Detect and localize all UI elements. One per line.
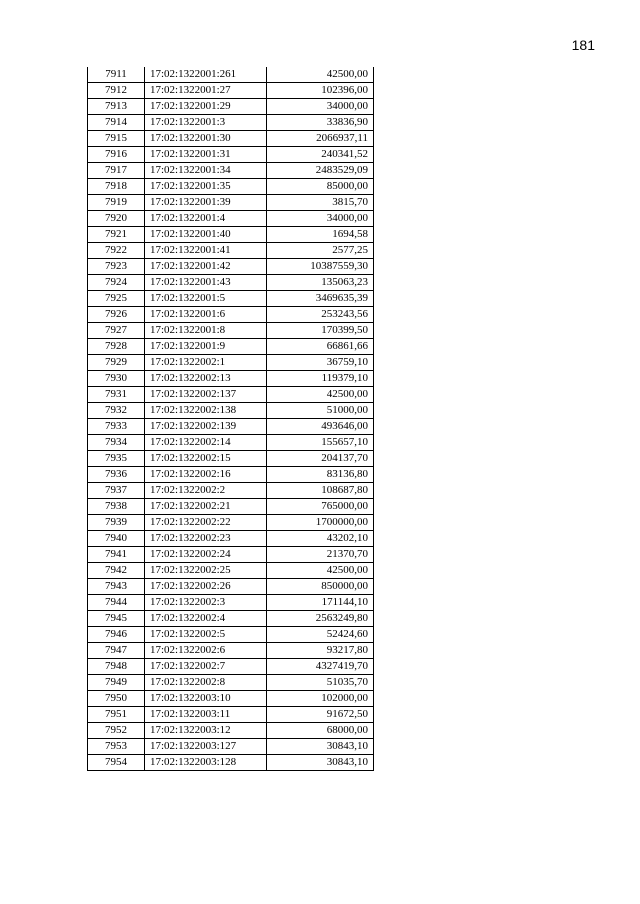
table-row — [88, 83, 374, 99]
cadastral-value-cell: 765000,00 — [267, 499, 374, 515]
table-row — [88, 403, 374, 419]
cadastral-value-cell: 51000,00 — [267, 403, 374, 419]
row-number-cell: 7929 — [88, 355, 145, 371]
table-row — [88, 563, 374, 579]
cadastral-value-cell: 3815,70 — [267, 195, 374, 211]
row-number-cell: 7912 — [88, 83, 145, 99]
cadastral-number-cell: 17:02:1322001:4 — [145, 211, 267, 227]
row-number-cell: 7913 — [88, 99, 145, 115]
cadastral-value-cell: 85000,00 — [267, 179, 374, 195]
row-number-cell: 7918 — [88, 179, 145, 195]
row-number-cell: 7939 — [88, 515, 145, 531]
cadastral-number-cell: 17:02:1322001:35 — [145, 179, 267, 195]
row-number-cell: 7926 — [88, 307, 145, 323]
row-number-cell: 7952 — [88, 723, 145, 739]
cadastral-number-cell: 17:02:1322001:30 — [145, 131, 267, 147]
table-row — [88, 291, 374, 307]
cadastral-value-cell: 2563249,80 — [267, 611, 374, 627]
table-row — [88, 531, 374, 547]
cadastral-value-cell: 170399,50 — [267, 323, 374, 339]
cadastral-number-cell: 17:02:1322002:26 — [145, 579, 267, 595]
table-row — [88, 179, 374, 195]
cadastral-value-cell: 93217,80 — [267, 643, 374, 659]
cadastral-number-cell: 17:02:1322001:39 — [145, 195, 267, 211]
cadastral-value-cell: 91672,50 — [267, 707, 374, 723]
cadastral-value-cell: 253243,56 — [267, 307, 374, 323]
cadastral-number-cell: 17:02:1322003:128 — [145, 755, 267, 771]
cadastral-number-cell: 17:02:1322001:43 — [145, 275, 267, 291]
table-row — [88, 323, 374, 339]
row-number-cell: 7950 — [88, 691, 145, 707]
cadastral-value-cell: 493646,00 — [267, 419, 374, 435]
cadastral-value-cell: 83136,80 — [267, 467, 374, 483]
cadastral-value-cell: 36759,10 — [267, 355, 374, 371]
row-number-cell: 7922 — [88, 243, 145, 259]
row-number-cell: 7927 — [88, 323, 145, 339]
row-number-cell: 7951 — [88, 707, 145, 723]
cadastral-number-cell: 17:02:1322002:137 — [145, 387, 267, 403]
table-row — [88, 707, 374, 723]
cadastral-value-cell: 102396,00 — [267, 83, 374, 99]
table-row — [88, 355, 374, 371]
cadastral-value-cell: 102000,00 — [267, 691, 374, 707]
table-row — [88, 499, 374, 515]
cadastral-number-cell: 17:02:1322002:138 — [145, 403, 267, 419]
cadastral-number-cell: 17:02:1322003:11 — [145, 707, 267, 723]
table-row — [88, 643, 374, 659]
row-number-cell: 7937 — [88, 483, 145, 499]
table-row — [88, 435, 374, 451]
row-number-cell: 7923 — [88, 259, 145, 275]
cadastral-value-cell: 43202,10 — [267, 531, 374, 547]
cadastral-value-cell: 34000,00 — [267, 99, 374, 115]
cadastral-number-cell: 17:02:1322002:3 — [145, 595, 267, 611]
row-number-cell: 7944 — [88, 595, 145, 611]
table-body — [88, 67, 374, 771]
row-number-cell: 7921 — [88, 227, 145, 243]
table-row — [88, 339, 374, 355]
table-row — [88, 371, 374, 387]
cadastral-number-cell: 17:02:1322001:29 — [145, 99, 267, 115]
table-row — [88, 259, 374, 275]
cadastral-value-cell: 2577,25 — [267, 243, 374, 259]
row-number-cell: 7934 — [88, 435, 145, 451]
cadastral-number-cell: 17:02:1322002:4 — [145, 611, 267, 627]
table-row — [88, 243, 374, 259]
table-row — [88, 659, 374, 675]
cadastral-number-cell: 17:02:1322002:15 — [145, 451, 267, 467]
row-number-cell: 7941 — [88, 547, 145, 563]
cadastral-value-cell: 21370,70 — [267, 547, 374, 563]
cadastral-value-cell: 1700000,00 — [267, 515, 374, 531]
cadastral-number-cell: 17:02:1322001:3 — [145, 115, 267, 131]
cadastral-number-cell: 17:02:1322001:6 — [145, 307, 267, 323]
cadastral-value-cell: 171144,10 — [267, 595, 374, 611]
cadastral-number-cell: 17:02:1322001:34 — [145, 163, 267, 179]
row-number-cell: 7917 — [88, 163, 145, 179]
cadastral-number-cell: 17:02:1322002:6 — [145, 643, 267, 659]
cadastral-number-cell: 17:02:1322003:10 — [145, 691, 267, 707]
cadastral-value-cell: 108687,80 — [267, 483, 374, 499]
row-number-cell: 7930 — [88, 371, 145, 387]
table-row — [88, 451, 374, 467]
row-number-cell: 7931 — [88, 387, 145, 403]
cadastral-number-cell: 17:02:1322002:14 — [145, 435, 267, 451]
cadastral-number-cell: 17:02:1322002:22 — [145, 515, 267, 531]
cadastral-value-cell: 119379,10 — [267, 371, 374, 387]
cadastral-number-cell: 17:02:1322002:16 — [145, 467, 267, 483]
cadastral-number-cell: 17:02:1322001:9 — [145, 339, 267, 355]
row-number-cell: 7916 — [88, 147, 145, 163]
cadastral-number-cell: 17:02:1322002:1 — [145, 355, 267, 371]
table-row — [88, 467, 374, 483]
cadastral-value-cell: 10387559,30 — [267, 259, 374, 275]
cadastral-value-cell: 2483529,09 — [267, 163, 374, 179]
table-row — [88, 115, 374, 131]
row-number-cell: 7919 — [88, 195, 145, 211]
table-row — [88, 67, 374, 83]
cadastral-number-cell: 17:02:1322002:24 — [145, 547, 267, 563]
table-row — [88, 211, 374, 227]
cadastral-number-cell: 17:02:1322002:5 — [145, 627, 267, 643]
table-row — [88, 595, 374, 611]
table-row — [88, 611, 374, 627]
cadastral-value-cell: 51035,70 — [267, 675, 374, 691]
cadastral-number-cell: 17:02:1322002:8 — [145, 675, 267, 691]
row-number-cell: 7949 — [88, 675, 145, 691]
table-row — [88, 99, 374, 115]
table-row — [88, 387, 374, 403]
cadastral-number-cell: 17:02:1322002:2 — [145, 483, 267, 499]
table-row — [88, 195, 374, 211]
row-number-cell: 7947 — [88, 643, 145, 659]
cadastral-value-cell: 3469635,39 — [267, 291, 374, 307]
cadastral-number-cell: 17:02:1322002:21 — [145, 499, 267, 515]
table-row — [88, 307, 374, 323]
cadastral-value-cell: 1694,58 — [267, 227, 374, 243]
cadastral-number-cell: 17:02:1322003:127 — [145, 739, 267, 755]
table-row — [88, 691, 374, 707]
table-row — [88, 147, 374, 163]
row-number-cell: 7943 — [88, 579, 145, 595]
cadastral-value-cell: 850000,00 — [267, 579, 374, 595]
cadastral-value-cell: 68000,00 — [267, 723, 374, 739]
row-number-cell: 7932 — [88, 403, 145, 419]
row-number-cell: 7920 — [88, 211, 145, 227]
table-row — [88, 515, 374, 531]
cadastral-value-cell: 30843,10 — [267, 755, 374, 771]
row-number-cell: 7935 — [88, 451, 145, 467]
table-row — [88, 579, 374, 595]
cadastral-number-cell: 17:02:1322002:139 — [145, 419, 267, 435]
page-number: 181 — [571, 37, 595, 53]
cadastral-value-cell: 30843,10 — [267, 739, 374, 755]
cadastral-number-cell: 17:02:1322002:23 — [145, 531, 267, 547]
cadastral-number-cell: 17:02:1322001:41 — [145, 243, 267, 259]
table-row — [88, 755, 374, 771]
table-row — [88, 675, 374, 691]
cadastral-value-cell: 33836,90 — [267, 115, 374, 131]
cadastral-value-cell: 4327419,70 — [267, 659, 374, 675]
table-row — [88, 163, 374, 179]
row-number-cell: 7953 — [88, 739, 145, 755]
row-number-cell: 7948 — [88, 659, 145, 675]
cadastral-number-cell: 17:02:1322001:8 — [145, 323, 267, 339]
cadastral-value-cell: 66861,66 — [267, 339, 374, 355]
cadastral-value-cell: 42500,00 — [267, 67, 374, 83]
row-number-cell: 7933 — [88, 419, 145, 435]
cadastral-number-cell: 17:02:1322001:5 — [145, 291, 267, 307]
cadastral-number-cell: 17:02:1322002:7 — [145, 659, 267, 675]
row-number-cell: 7914 — [88, 115, 145, 131]
cadastral-value-cell: 42500,00 — [267, 563, 374, 579]
row-number-cell: 7946 — [88, 627, 145, 643]
cadastral-value-cell: 204137,70 — [267, 451, 374, 467]
table-row — [88, 627, 374, 643]
table-row — [88, 483, 374, 499]
cadastral-value-cell: 52424,60 — [267, 627, 374, 643]
row-number-cell: 7954 — [88, 755, 145, 771]
cadastral-number-cell: 17:02:1322001:31 — [145, 147, 267, 163]
cadastral-value-cell: 42500,00 — [267, 387, 374, 403]
cadastral-value-table — [87, 67, 374, 771]
cadastral-number-cell: 17:02:1322003:12 — [145, 723, 267, 739]
row-number-cell: 7925 — [88, 291, 145, 307]
row-number-cell: 7928 — [88, 339, 145, 355]
cadastral-value-cell: 34000,00 — [267, 211, 374, 227]
row-number-cell: 7938 — [88, 499, 145, 515]
row-number-cell: 7945 — [88, 611, 145, 627]
table-row — [88, 739, 374, 755]
cadastral-number-cell: 17:02:1322001:42 — [145, 259, 267, 275]
row-number-cell: 7936 — [88, 467, 145, 483]
cadastral-value-cell: 135063,23 — [267, 275, 374, 291]
cadastral-number-cell: 17:02:1322002:13 — [145, 371, 267, 387]
table-row — [88, 227, 374, 243]
cadastral-value-cell: 155657,10 — [267, 435, 374, 451]
cadastral-value-cell: 2066937,11 — [267, 131, 374, 147]
cadastral-number-cell: 17:02:1322002:25 — [145, 563, 267, 579]
cadastral-number-cell: 17:02:1322001:261 — [145, 67, 267, 83]
row-number-cell: 7940 — [88, 531, 145, 547]
cadastral-number-cell: 17:02:1322001:27 — [145, 83, 267, 99]
table-row — [88, 419, 374, 435]
table-row — [88, 131, 374, 147]
row-number-cell: 7915 — [88, 131, 145, 147]
cadastral-number-cell: 17:02:1322001:40 — [145, 227, 267, 243]
row-number-cell: 7911 — [88, 67, 145, 83]
row-number-cell: 7924 — [88, 275, 145, 291]
table-row — [88, 275, 374, 291]
row-number-cell: 7942 — [88, 563, 145, 579]
cadastral-value-cell: 240341,52 — [267, 147, 374, 163]
table-row — [88, 723, 374, 739]
table-row — [88, 547, 374, 563]
